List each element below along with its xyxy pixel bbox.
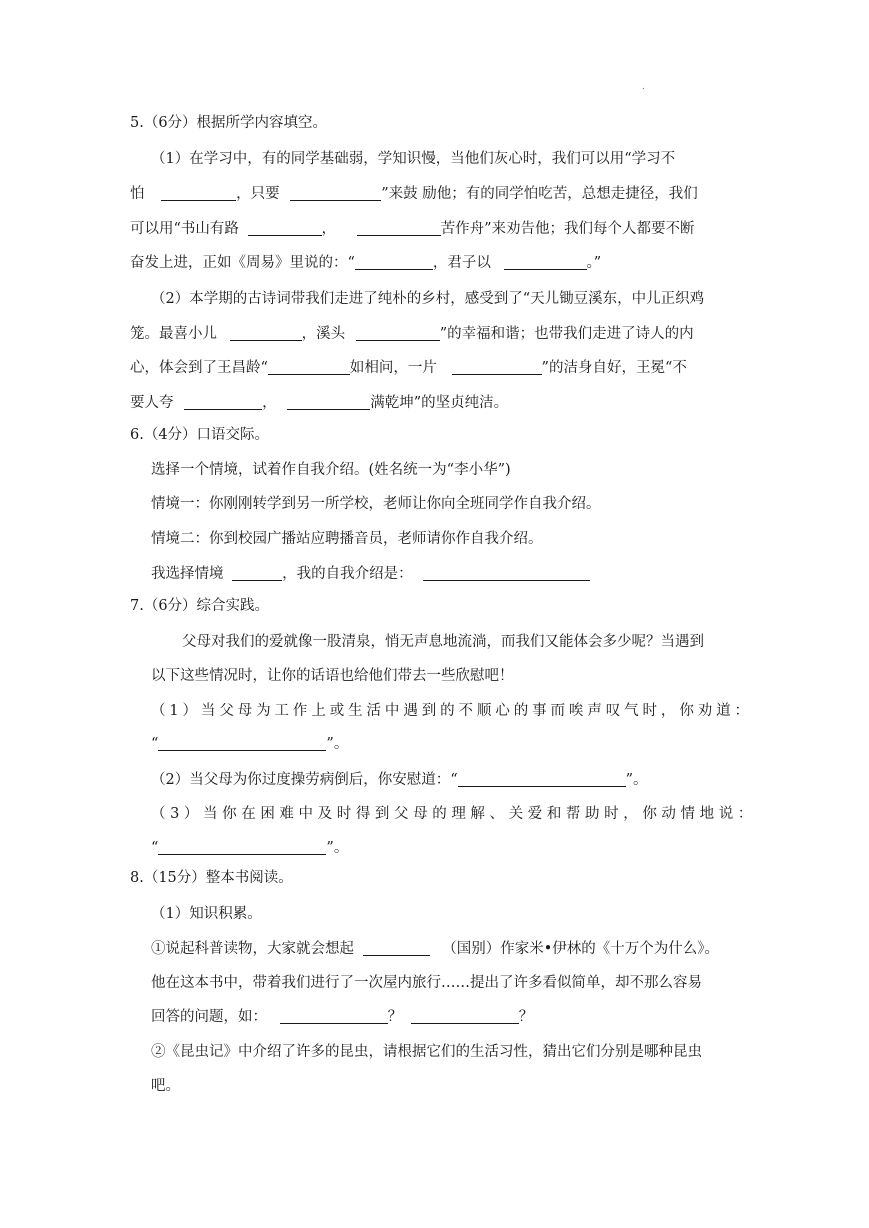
answer-blank[interactable] [158,735,326,751]
q7-title: 7.（6分）综合实践。 [130,598,270,614]
page-mark: . [642,82,645,92]
q5-p2-line2: 笼。最喜小儿 ，溪头 ”的幸福和谐；也带我们走进了诗人的内 [130,326,694,342]
q8-item-2-line2: 吧。 [151,1078,180,1094]
q6-title: 6.（4分）口语交际。 [130,427,270,443]
q5-p1-line1: （1）在学习中，有的同学基础弱，学知识慢，当他们灰心时，我们可以用“学习不 [151,151,676,167]
answer-blank[interactable] [230,325,302,341]
q6-instruction: 选择一个情境，试着作自我介绍。(姓名统一为“李小华”) [151,462,511,478]
answer-blank[interactable] [504,254,587,270]
answer-blank[interactable] [458,771,626,787]
q8-subheading: （1）知识积累。 [151,906,262,922]
q8-item-1-line2: 他在这本书中，带着我们进行了一次屋内旅行……提出了许多看似简单，却不那么容易 [151,975,702,991]
q5-p1-line4: 奋发上进，正如《周易》里说的：“ ，君子以 。” [130,255,602,271]
q7-item-1: （1）当父母为工作上或生活中遇到的不顺心的事而唉声叹气时，你劝道： [151,703,753,719]
q7-item-3: （3）当你在困难中及时得到父母的理解、关爱和帮助时，你动情地说： [151,806,757,822]
answer-blank[interactable] [355,254,433,270]
q6-scenario-1: 情境一：你刚刚转学到另一所学校，老师让你向全班同学作自我介绍。 [151,496,601,512]
q6-scenario-2: 情境二：你到校园广播站应聘播音员，老师请你作自我介绍。 [151,531,543,547]
q7-item-1-answer: “ ”。 [151,736,349,752]
answer-blank[interactable] [268,359,350,375]
answer-blank[interactable] [356,325,440,341]
answer-blank[interactable] [363,940,430,956]
q6-answer-line: 我选择情境 ，我的自我介绍是： [151,563,590,585]
answer-blank[interactable] [357,220,441,236]
answer-blank[interactable] [452,359,542,375]
q7-intro-line1: 父母对我们的爱就像一股清泉，悄无声息地流淌，而我们又能体会多少呢？当遇到 [182,634,704,650]
q7-item-2: （2）当父母为你过度操劳病倒后，你安慰道：“ ”。 [151,772,648,788]
q7-intro-line2: 以下这些情况时，让你的话语也给他们带去一些欣慰吧！ [151,668,514,684]
answer-blank[interactable] [184,394,262,410]
q5-p2-line4: 要人夸 ， 满乾坤”的坚贞纯洁。 [130,395,509,411]
answer-blank[interactable] [411,1008,519,1024]
q5-p2-line3: 心，体会到了王昌龄“ 如相问，一片 ”的洁身自好，王冕“不 [130,360,687,376]
q5-title: 5.（6分）根据所学内容填空。 [130,115,328,131]
answer-blank[interactable] [280,1008,388,1024]
answer-blank[interactable] [232,565,282,581]
q5-p2-line1: （2）本学期的古诗词带我们走进了纯朴的乡村，感受到了“天儿锄豆溪东，中儿正织鸡 [151,291,705,307]
q8-title: 8.（15分）整本书阅读。 [130,870,293,886]
answer-blank[interactable] [423,565,590,581]
q8-item-1-line1: ①说起科普读物，大家就会想起 （国别）作家米•伊林的《十万个为什么》。 [151,941,720,957]
q8-item-2-line1: ②《昆虫记》中介绍了许多的昆虫，请根据它们的生活习性，猜出它们分别是哪种昆虫 [151,1044,702,1060]
q5-p1-line3: 可以用“书山有路 ， 苦作舟”来劝告他；我们每个人都要不断 [130,221,695,237]
answer-blank[interactable] [287,394,370,410]
q5-p1-line2: 怕 ，只要 ”来鼓 励他；有的同学怕吃苦，总想走捷径，我们 [130,186,698,202]
answer-blank[interactable] [248,220,322,236]
answer-blank[interactable] [290,185,381,201]
answer-blank[interactable] [161,185,236,201]
answer-blank[interactable] [158,839,326,855]
q8-item-1-line3: 回答的问题，如： ？ ？ [151,1009,534,1025]
q7-item-3-answer: “ ”。 [151,840,349,856]
